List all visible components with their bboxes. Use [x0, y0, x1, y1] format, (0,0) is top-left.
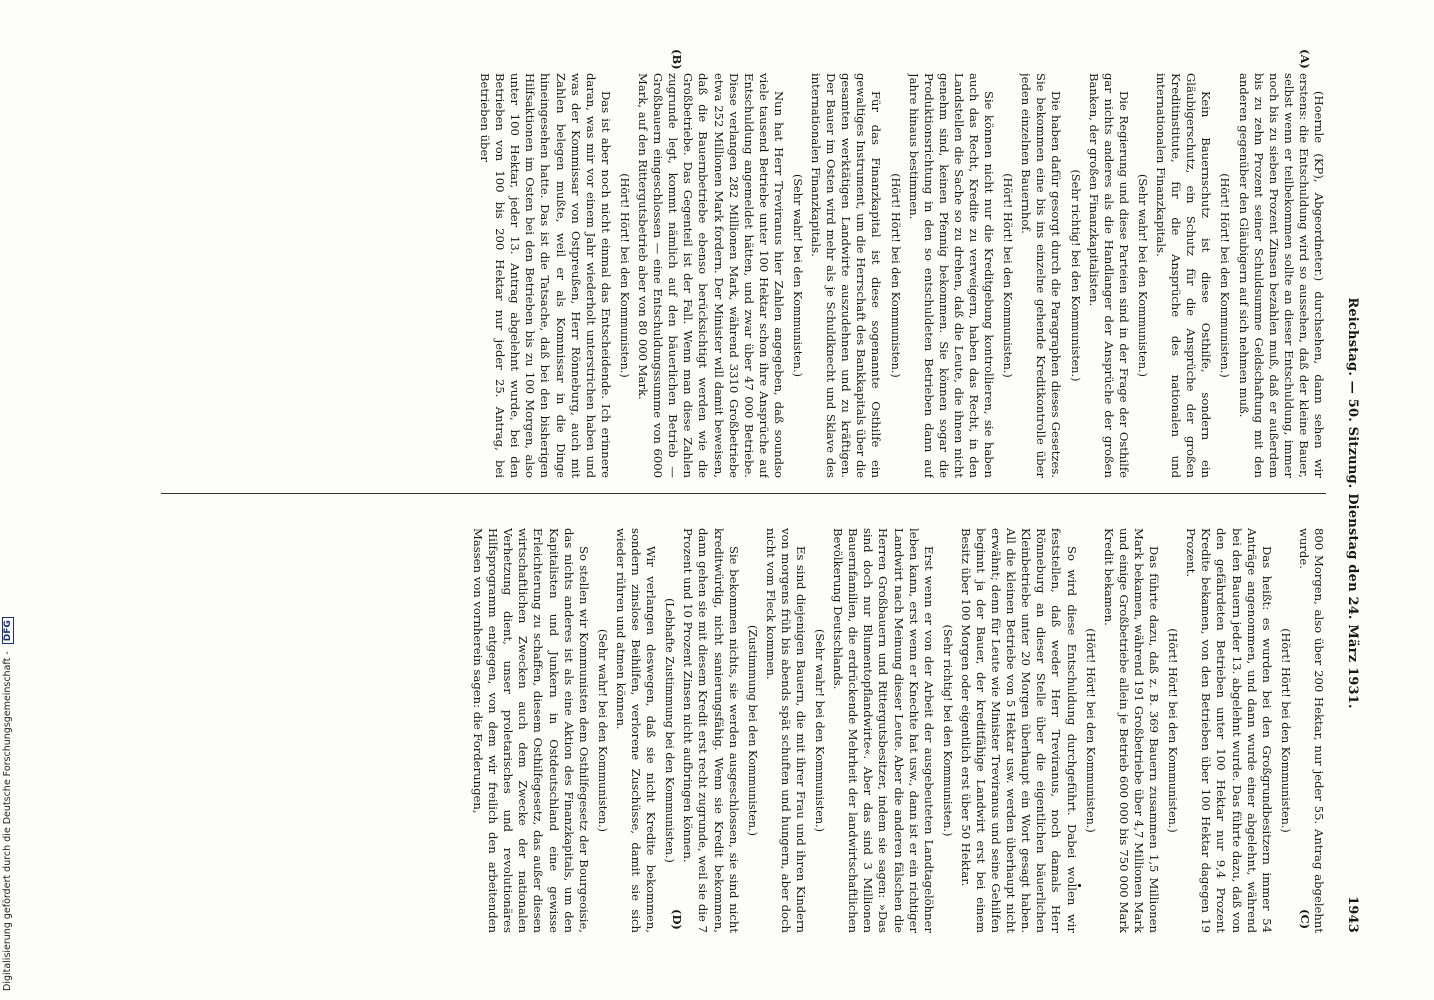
interjection: (Sehr wahr! bei den Kommunisten.) [595, 628, 609, 833]
paragraph: Kein Bauernschutz ist diese Osthilfe, sondern ein Gläubigerschutz, ein Schutz für die Ansprüche der großen Kreditinstitute, für die Ansprüche des nationalen und internationalen Finanzkapitals. [1154, 73, 1214, 478]
margin-mark-a: (A) [1298, 49, 1312, 69]
interjection: (Lebhafte Zustimmung bei den Kommunisten.) [663, 598, 677, 863]
paragraph: So wird diese Entschuldung durchgeführt. Dabei wollen wir feststellen, daß weder Herr Treviranus, noch damals Herr Rönneburg an dieser Stelle über die eigentlichen bäuerlichen Kleinbetriebe unter 20 Morgen überhaupt ein Wort gesagt haben. All die kleinen Betriebe von 5 Hektar usw. werden überhaupt nicht erwähnt; denn für Leute wie Minister Treviranus und seine Gehilfen beginnt ja der Bauer, der kreditfähige Landwirt erst bei einem Besitz über 100 Morgen oder eigentlich erst über 50 Hektar. [958, 528, 1079, 933]
dfg-logo: DFG [2, 617, 14, 644]
header-title: Reichstag. — 50. Sitzung. Dienstag den 24. März 1931. [1345, 297, 1360, 709]
interjection: (Hört! Hört! bei den Kommunisten.) [617, 173, 631, 378]
interjection: (Hört! Hört! bei den Kommunisten.) [1001, 173, 1015, 378]
margin-mark-d: (D) [670, 909, 684, 930]
rotated-document-page [144, 43, 1374, 943]
digitization-credit [2, 1, 16, 991]
paragraph: Das führte dazu, daß z. B. 369 Bauern zusammen 1,5 Millionen Mark bekamen, während 191 Großbetriebe über 4,7 Millionen Mark und einige Großbetriebe allein je Betrieb 600 000 bis 750 000 Mark Kredit bekamen. [1101, 528, 1162, 933]
interjection: (Sehr wahr! bei den Kommunisten.) [813, 628, 827, 833]
paragraph: Es sind diejenigen Bauern, die mit ihrer Frau und ihren Kindern von morgens früh bis abends spät schuften und hungern, aber doch nicht vom Fleck kommen. [763, 528, 808, 933]
credit-text: Digitalisierung gefördert durch die Deutsche Forschungsgemeinschaft - [2, 651, 13, 991]
interjection: (Hört! Hört! bei den Kommunisten.) [1218, 173, 1232, 378]
interjection: (Zustimmung bei den Kommunisten.) [745, 625, 759, 836]
interjection: (Hört! Hört! bei den Kommunisten.) [1166, 628, 1180, 833]
paragraph: Das heißt: es wurden bei den Großgrundbesitzern immer 54 Anträge angenommen, und dann wurde einer abgelehnt, während bei den Bauern jeder 13. abgelehnt wurde. Das führte dazu, daß von den gefährdeten Betrieben unter 100 Hektar nur 9,4 Prozent Kredite bekamen, von den Betrieben über 100 Hektar dagegen 19 Prozent. [1184, 528, 1274, 933]
paragraph: Die Regierung und diese Parteien sind in der Frage der Osthilfe gar nichts anderes als die Handlanger der Ansprüche der großen Banken, der großen Finanzkapitalisten. [1086, 73, 1131, 478]
column-divider [161, 493, 1326, 494]
margin-mark-c: (C) [1298, 909, 1312, 930]
interjection: (Hört! Hört! bei den Kommunisten.) [888, 173, 902, 378]
paragraph: Erst wenn er von der Arbeit der ausgebeuteten Landtagelöhner leben kann, erst wenn er Knechte hat usw., dann ist er ein richtiger Landwirt nach Meinung dieser Leute. Aber die anderen fälschen die Herren Großbauern und Rittergutsbesitzer, indem sie sagen: »Das sind doch nur Blumentopflandwirte«. Aber das sind 3 Millionen Bauernfamilien, die erdrückende Mehrheit der landwirtschaftlichen Bevölkerung Deutschlands. [831, 528, 936, 933]
paragraph: 800 Morgen, also über 200 Hektar, nur jeder 55. Antrag abgelehnt wurde. [1296, 528, 1326, 933]
interjection: (Sehr wahr! bei den Kommunisten.) [1135, 173, 1149, 378]
interjection: (Hört! Hört! bei den Kommunisten.) [1278, 628, 1292, 833]
paragraph: (Hoernle (KP), Abgeordneter.) durchsehen, dann sehen wir erstens: die Entschuldung wird so aussehen, daß der kleine Bauer, selbst wenn er teilbekommen sollte an dieser Entschuldung, immer noch bis zu sieben Prozent Zinsen bezahlen muß, daß er außerdem bis zu zehn Prozent seiner Schuldsumme Geldschaftung mit den anderen gegenüber den Gläubigern auf sich nehmen muß. [1236, 73, 1326, 478]
paragraph: Die haben dafür gesorgt durch die Paragraphen dieses Gesetzes. Sie bekommen eine bis ins einzelne gehende Kreditkontrolle über jeden einzelnen Bauernhof. [1019, 73, 1064, 478]
page-number: 1943 [1345, 896, 1360, 933]
paragraph: Für das Finanzkapital ist diese sogenannte Osthilfe ein gewaltiges Instrument, um die Herrschaft des Bankkapitals über die gesamten werktätigen Landwirte auszudehnen und zu kräftigen. Der Bauer im Osten wird mehr als je Schuldknecht und Sklave des internationalen Finanzkapitals. [809, 73, 884, 478]
interjection: (Hört! Hört! bei den Kommunisten.) [1083, 628, 1097, 833]
interjection: (Sehr wahr! bei den Kommunisten.) [791, 173, 804, 378]
paragraph: Wir verlangen deswegen, daß sie nicht Kredite bekommen, sondern zinslose Beihilfen, verlorene Zuschüsse, damit sie sich wieder rühren und atmen können. [613, 528, 659, 933]
right-column [156, 528, 1326, 933]
paragraph: Sie bekommen nichts, sie werden ausgeschlossen, sie sind nicht kreditwürdig, nicht sanierungsfähig. Wenn sie Kredit bekommen, dann gehen sie mit diesem Kredit erst recht zugrunde, weil sie die 7 Prozent und 10 Prozent Zinsen nicht aufbringen können. [681, 528, 741, 933]
paragraph: Sie können nicht nur die Kreditgebung kontrollieren, sie haben auch das Recht, Kredite zu verweigern, haben das Recht, in den Landstellen die Sache so zu drehen, daß die Leute, die ihnen nicht genehm sind, keinen Pfennig bekommen. Sie können sogar die Produktionsrichtung in den so entschuldeten Betrieben dann auf Jahre hinaus bestimmen. [906, 73, 997, 478]
paragraph: So stellen wir Kommunisten dem Osthilfegesetz der Bourgeoisie, das nichts anderes ist als eine Aktion des Finanzkapitals, um den Kapitalisten und Junkern in Ostdeutschland eine gewisse Erleichterung zu schaffen, diesem Osthilfegesetz, das außer diesen wirtschaftlichen Zwecken auch dem Zwecke der nationalen Verhetzung dient, unser proletarisches und revolutionäres Hilfsprogramm entgegen, von dem wir freilich den arbeitenden Massen von vornherein sagen: die Forderungen, [471, 528, 591, 933]
digitization-credit-strip [0, 0, 20, 1000]
paragraph: Das ist aber noch nicht einmal das Entscheidende. Ich erinnere daran, was mir vor einem Jahr wiederholt unterstrichen haben und was der Kommissar von Ostpreußen, Herr Rönneburg, auch mit Zahlen belegen mußte, weil er als Kommissar in die Dinge hineingesehen hatte. Das ist die Tatsache, daß bei den bisherigen Hilfsaktionen im Osten bei den Betrieben bis zu 100 Morgen, also unter 100 Hektar, jeder 13. Antrag abgelehnt wurde, bei den Betrieben von 100 bis 200 Hektar nur jeder 25. Antrag, bei Betrieben über [478, 73, 613, 478]
paragraph: Nun hat Herr Treviranus hier Zahlen angegeben, daß soundso viele tausend Betriebe unter 100 Hektar schon ihre Ansprüche auf Entschuldung angemeldet hätten, und zwar über 47 000 Betriebe. Diese verlangen 282 Millionen Mark, während 3310 Großbetriebe etwa 252 Millionen Mark fordern. Der Minister will damit beweisen, daß die Bauernbetriebe ebenso berücksichtigt werden wie die Großbetriebe. Das Gegenteil ist der Fall. Wenn man diese Zahlen zugrunde legt, kommt nämlich auf den bäuerlichen Betrieb — Großbauern eingeschlossen — eine Entschuldungssumme von 6000 Mark, auf den Rittergutsbetrieb aber von 80 000 Mark. [636, 73, 786, 478]
interjection: (Sehr richtig! bei den Kommunisten.) [1068, 169, 1082, 382]
interjection: (Sehr richtig! bei den Kommunisten.) [940, 624, 954, 837]
left-column [156, 73, 1326, 478]
margin-mark-b: (B) [670, 49, 684, 70]
running-header [1338, 73, 1360, 933]
